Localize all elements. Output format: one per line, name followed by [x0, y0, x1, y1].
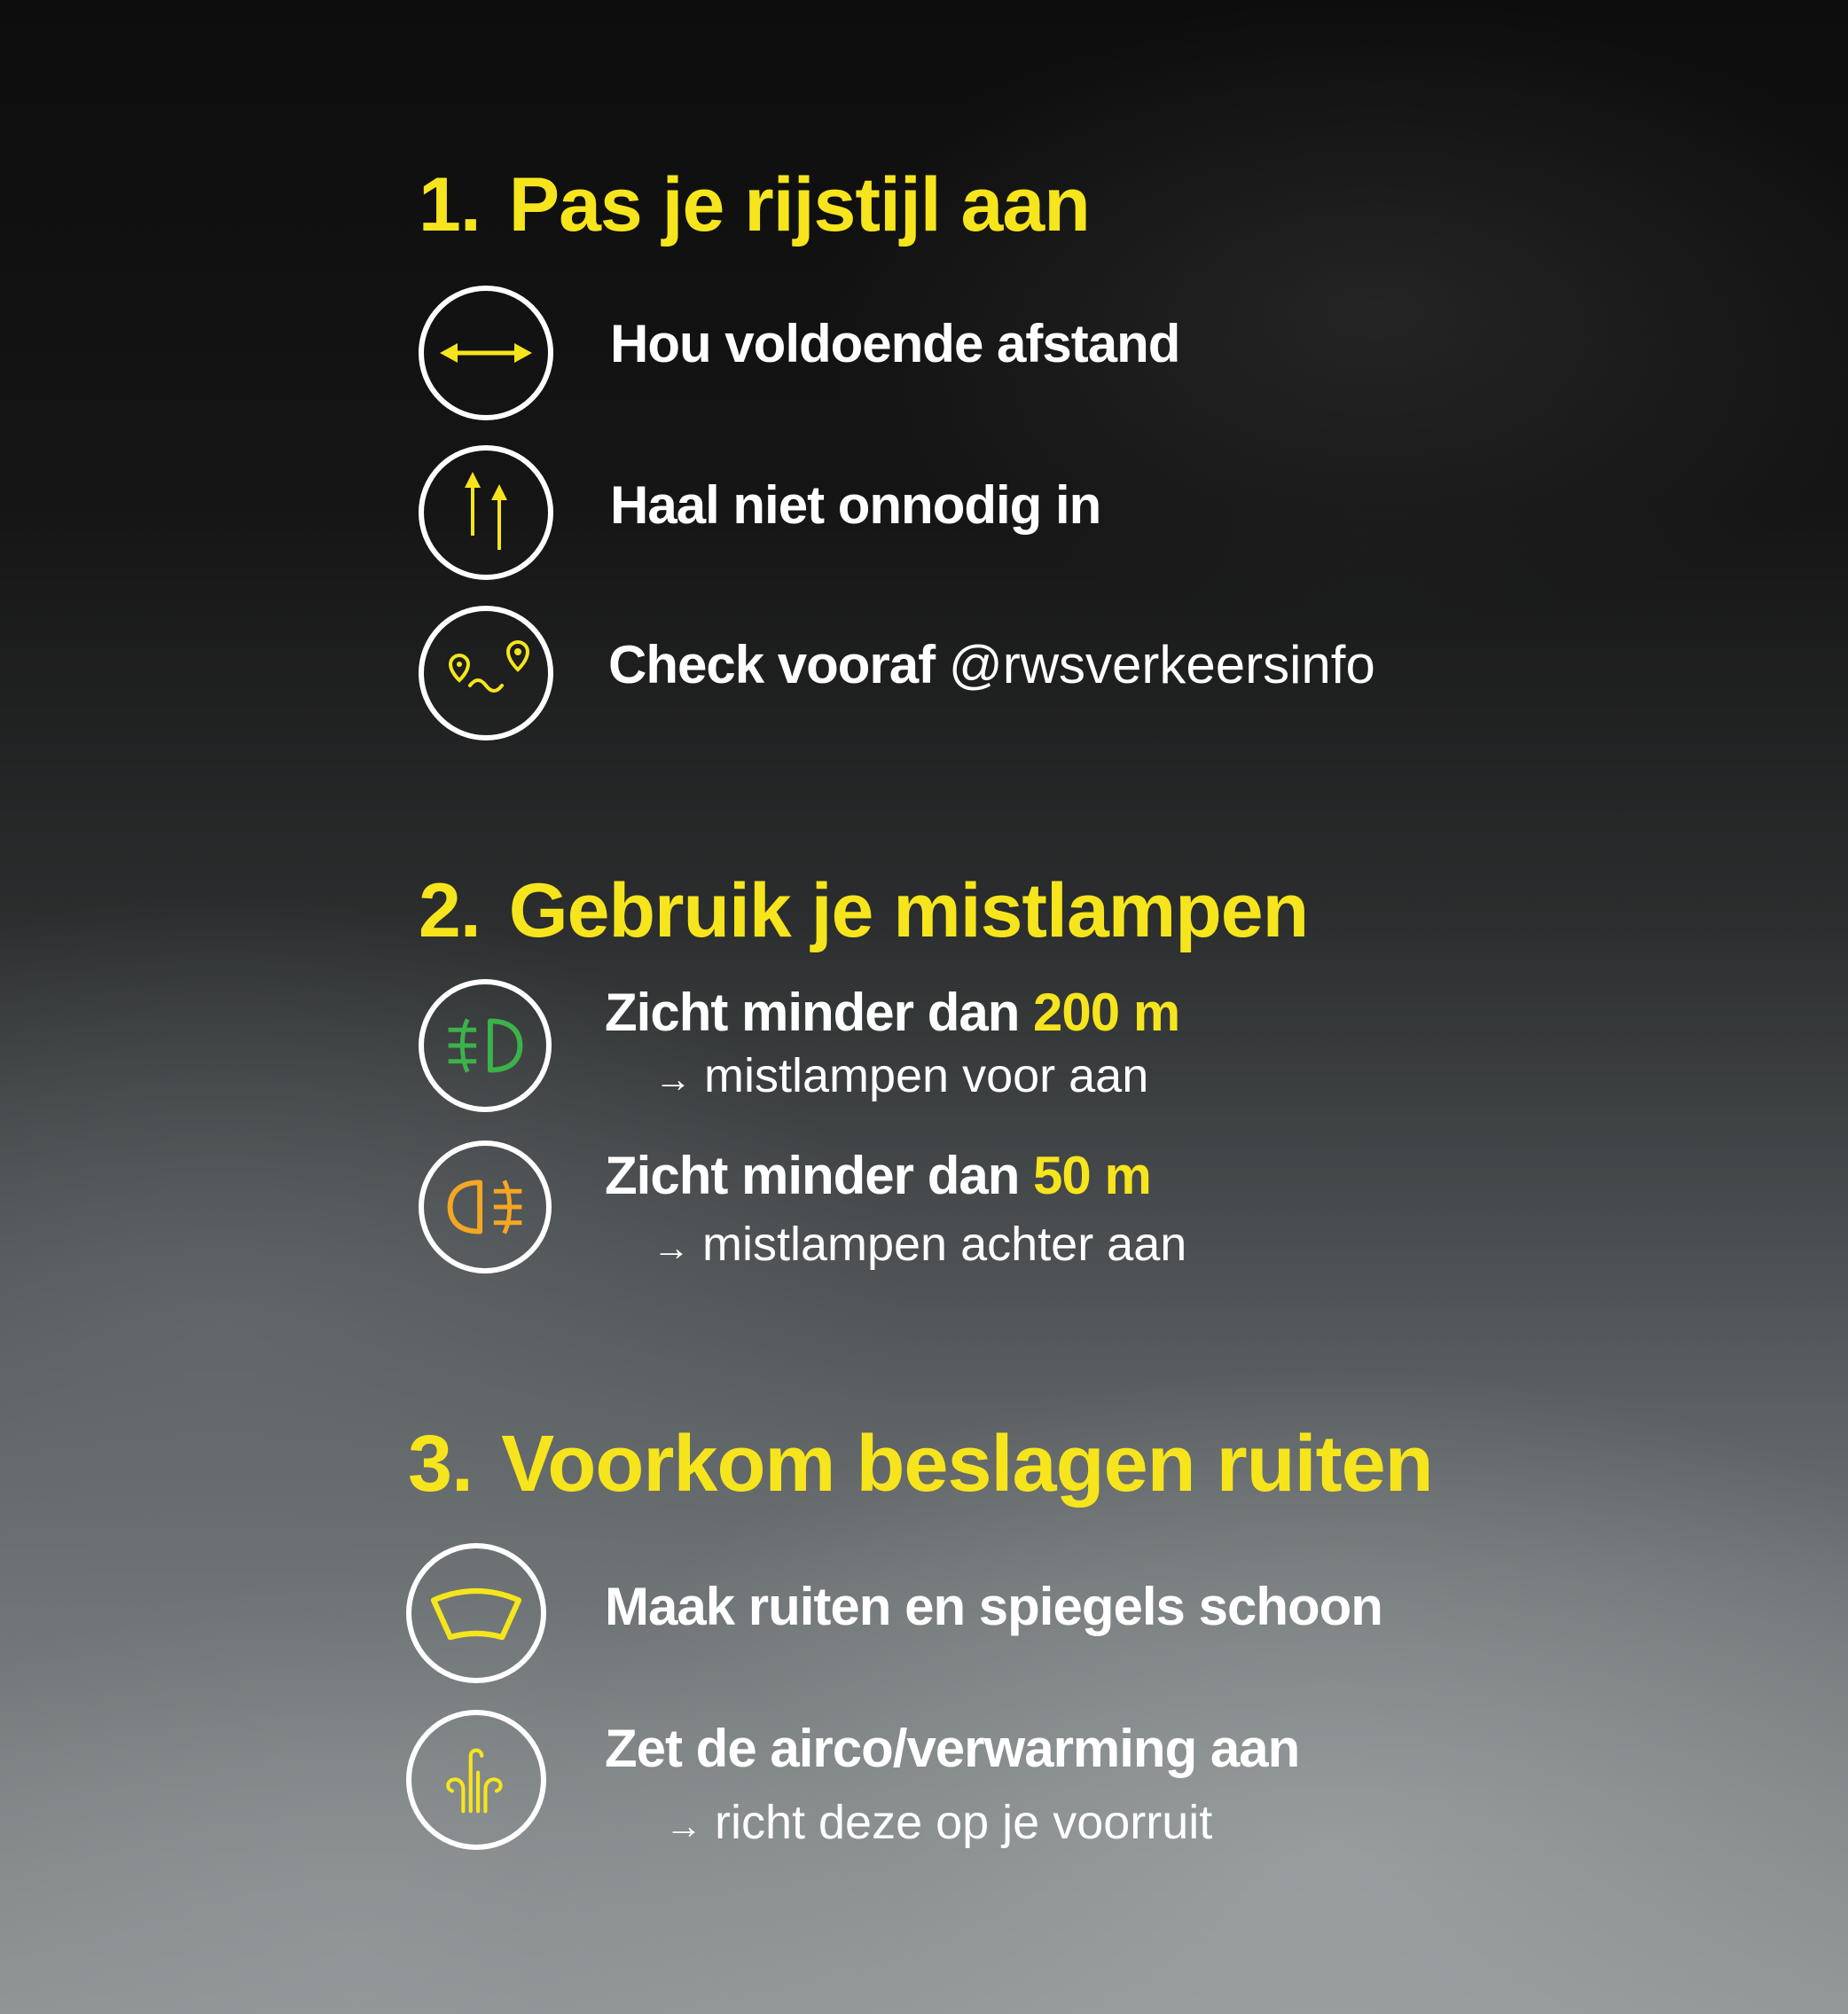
item-distance-text: Hou voldoende afstand: [610, 314, 1180, 373]
arrow-right-icon: →: [653, 1226, 690, 1268]
double-arrow-icon: [419, 286, 553, 420]
air-defrost-icon: [406, 1710, 546, 1850]
item-front-fog-sub: → mistlampen voor aan: [654, 1049, 1149, 1102]
rear-fog-light-icon: [419, 1140, 552, 1273]
item-rear-fog-sub: → mistlampen achter aan: [653, 1218, 1187, 1271]
section-2-title: 2. Gebruik je mistlampen: [419, 868, 1309, 953]
windshield-icon: [406, 1543, 546, 1683]
front-fog-light-icon: [419, 979, 552, 1112]
visibility-200m: 200 m: [1033, 983, 1180, 1042]
item-airco-text: Zet de airco/verwarming aan: [605, 1719, 1300, 1778]
section-number: 1.: [419, 162, 481, 247]
item-airco-sub: → richt deze op je voorruit: [665, 1796, 1213, 1849]
item-clean-text: Maak ruiten en spiegels schoon: [605, 1577, 1382, 1636]
item-check-text: Check vooraf @rwsverkeersinfo: [608, 635, 1375, 694]
section-number: 3.: [408, 1420, 474, 1509]
section-3-title: 3. Voorkom beslagen ruiten: [408, 1420, 1433, 1509]
item-front-fog-text: Zicht minder dan 200 m: [605, 983, 1180, 1042]
section-number: 2.: [419, 868, 481, 953]
arrow-right-icon: →: [665, 1805, 702, 1846]
visibility-50m: 50 m: [1033, 1146, 1151, 1205]
route-pins-icon: [419, 606, 553, 741]
item-overtake-text: Haal niet onnodig in: [610, 475, 1101, 535]
item-rear-fog-text: Zicht minder dan 50 m: [605, 1146, 1151, 1205]
rws-handle: @rwsverkeersinfo: [948, 635, 1375, 694]
arrow-right-icon: →: [654, 1058, 692, 1100]
two-up-arrows-icon: [419, 445, 553, 580]
section-1-title: 1. Pas je rijstijl aan: [419, 162, 1090, 247]
